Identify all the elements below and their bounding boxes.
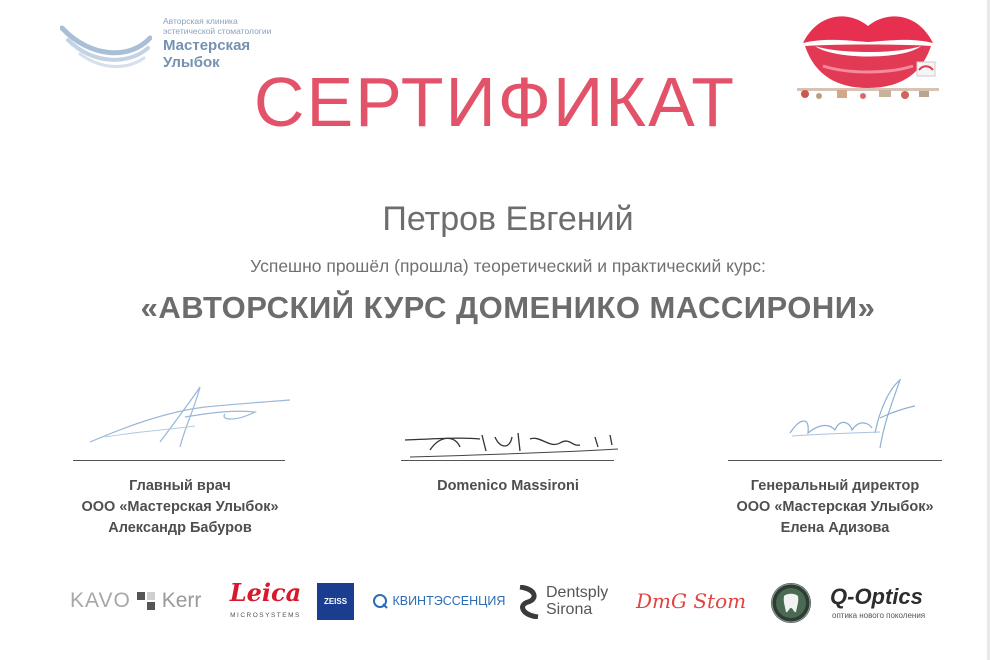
quintessence-text: КВИНТЭССЕНЦИЯ xyxy=(392,593,506,608)
dentsply-sirona-logo xyxy=(518,583,623,623)
signatory-left-name: Александр Бабуров xyxy=(108,520,252,536)
signatory-left-position: Главный врач xyxy=(129,478,231,494)
q-optics-text: Q-Optics xyxy=(830,584,923,609)
leica-sub-text: MICROSYSTEMS xyxy=(230,612,301,619)
course-name: «АВТОРСКИЙ КУРС ДОМЕНИКО МАССИРОНИ» xyxy=(140,290,876,325)
clinic-name-1: Мастерская xyxy=(163,37,251,54)
dmg-stom-logo xyxy=(636,589,754,617)
quintessence-logo xyxy=(372,592,507,612)
kerr-text: Kerr xyxy=(161,589,202,612)
q-optics-logo xyxy=(830,585,945,625)
q-optics-sub-text: оптика нового поколения xyxy=(832,611,926,620)
signature-line-center xyxy=(401,460,614,461)
signatory-center-name: Domenico Massironi xyxy=(437,478,579,494)
clinic-name-2: Улыбок xyxy=(163,54,220,71)
kavo-kerr-square-icon xyxy=(137,592,155,610)
zeiss-logo xyxy=(317,583,354,620)
dmg-stom-text: DmG Stom xyxy=(636,589,747,613)
kavo-kerr-logo xyxy=(70,589,215,615)
signature-right xyxy=(780,378,920,453)
certificate-title: СЕРТИФИКАТ xyxy=(253,63,737,141)
signatory-right xyxy=(695,476,975,539)
completion-statement: Успешно прошёл (прошла) теоретический и практический курс: xyxy=(250,256,766,276)
signatory-right-name: Елена Адизова xyxy=(780,520,890,536)
signatory-right-company: ООО «Мастерская Улыбок» xyxy=(736,499,934,515)
signature-center xyxy=(400,425,625,465)
signature-left xyxy=(85,382,295,457)
signatory-right-position: Генеральный директор xyxy=(750,478,920,494)
leica-logo xyxy=(228,580,303,625)
clinic-tagline-2: эстетической стоматологии xyxy=(163,26,272,36)
zeiss-text: ZEISS xyxy=(323,597,348,606)
sponsor-logos xyxy=(0,575,990,630)
signatory-left xyxy=(40,476,320,539)
signature-line-right xyxy=(728,460,942,461)
clinic-tagline-1: Авторская клиника xyxy=(163,16,238,26)
signature-line-left xyxy=(73,460,285,461)
dental-emblem-icon xyxy=(770,582,812,624)
leica-text: Leica xyxy=(229,578,302,607)
kavo-text: KAVO xyxy=(70,589,131,612)
signatory-center xyxy=(380,476,636,497)
signatory-left-company: ООО «Мастерская Улыбок» xyxy=(81,499,279,515)
dentsply-sirona-icon xyxy=(518,585,540,619)
quintessence-icon xyxy=(372,593,388,609)
dentsply-text: Dentsply xyxy=(546,584,609,601)
sirona-text: Sirona xyxy=(546,601,593,618)
recipient-name: Петров Евгений xyxy=(382,200,634,238)
